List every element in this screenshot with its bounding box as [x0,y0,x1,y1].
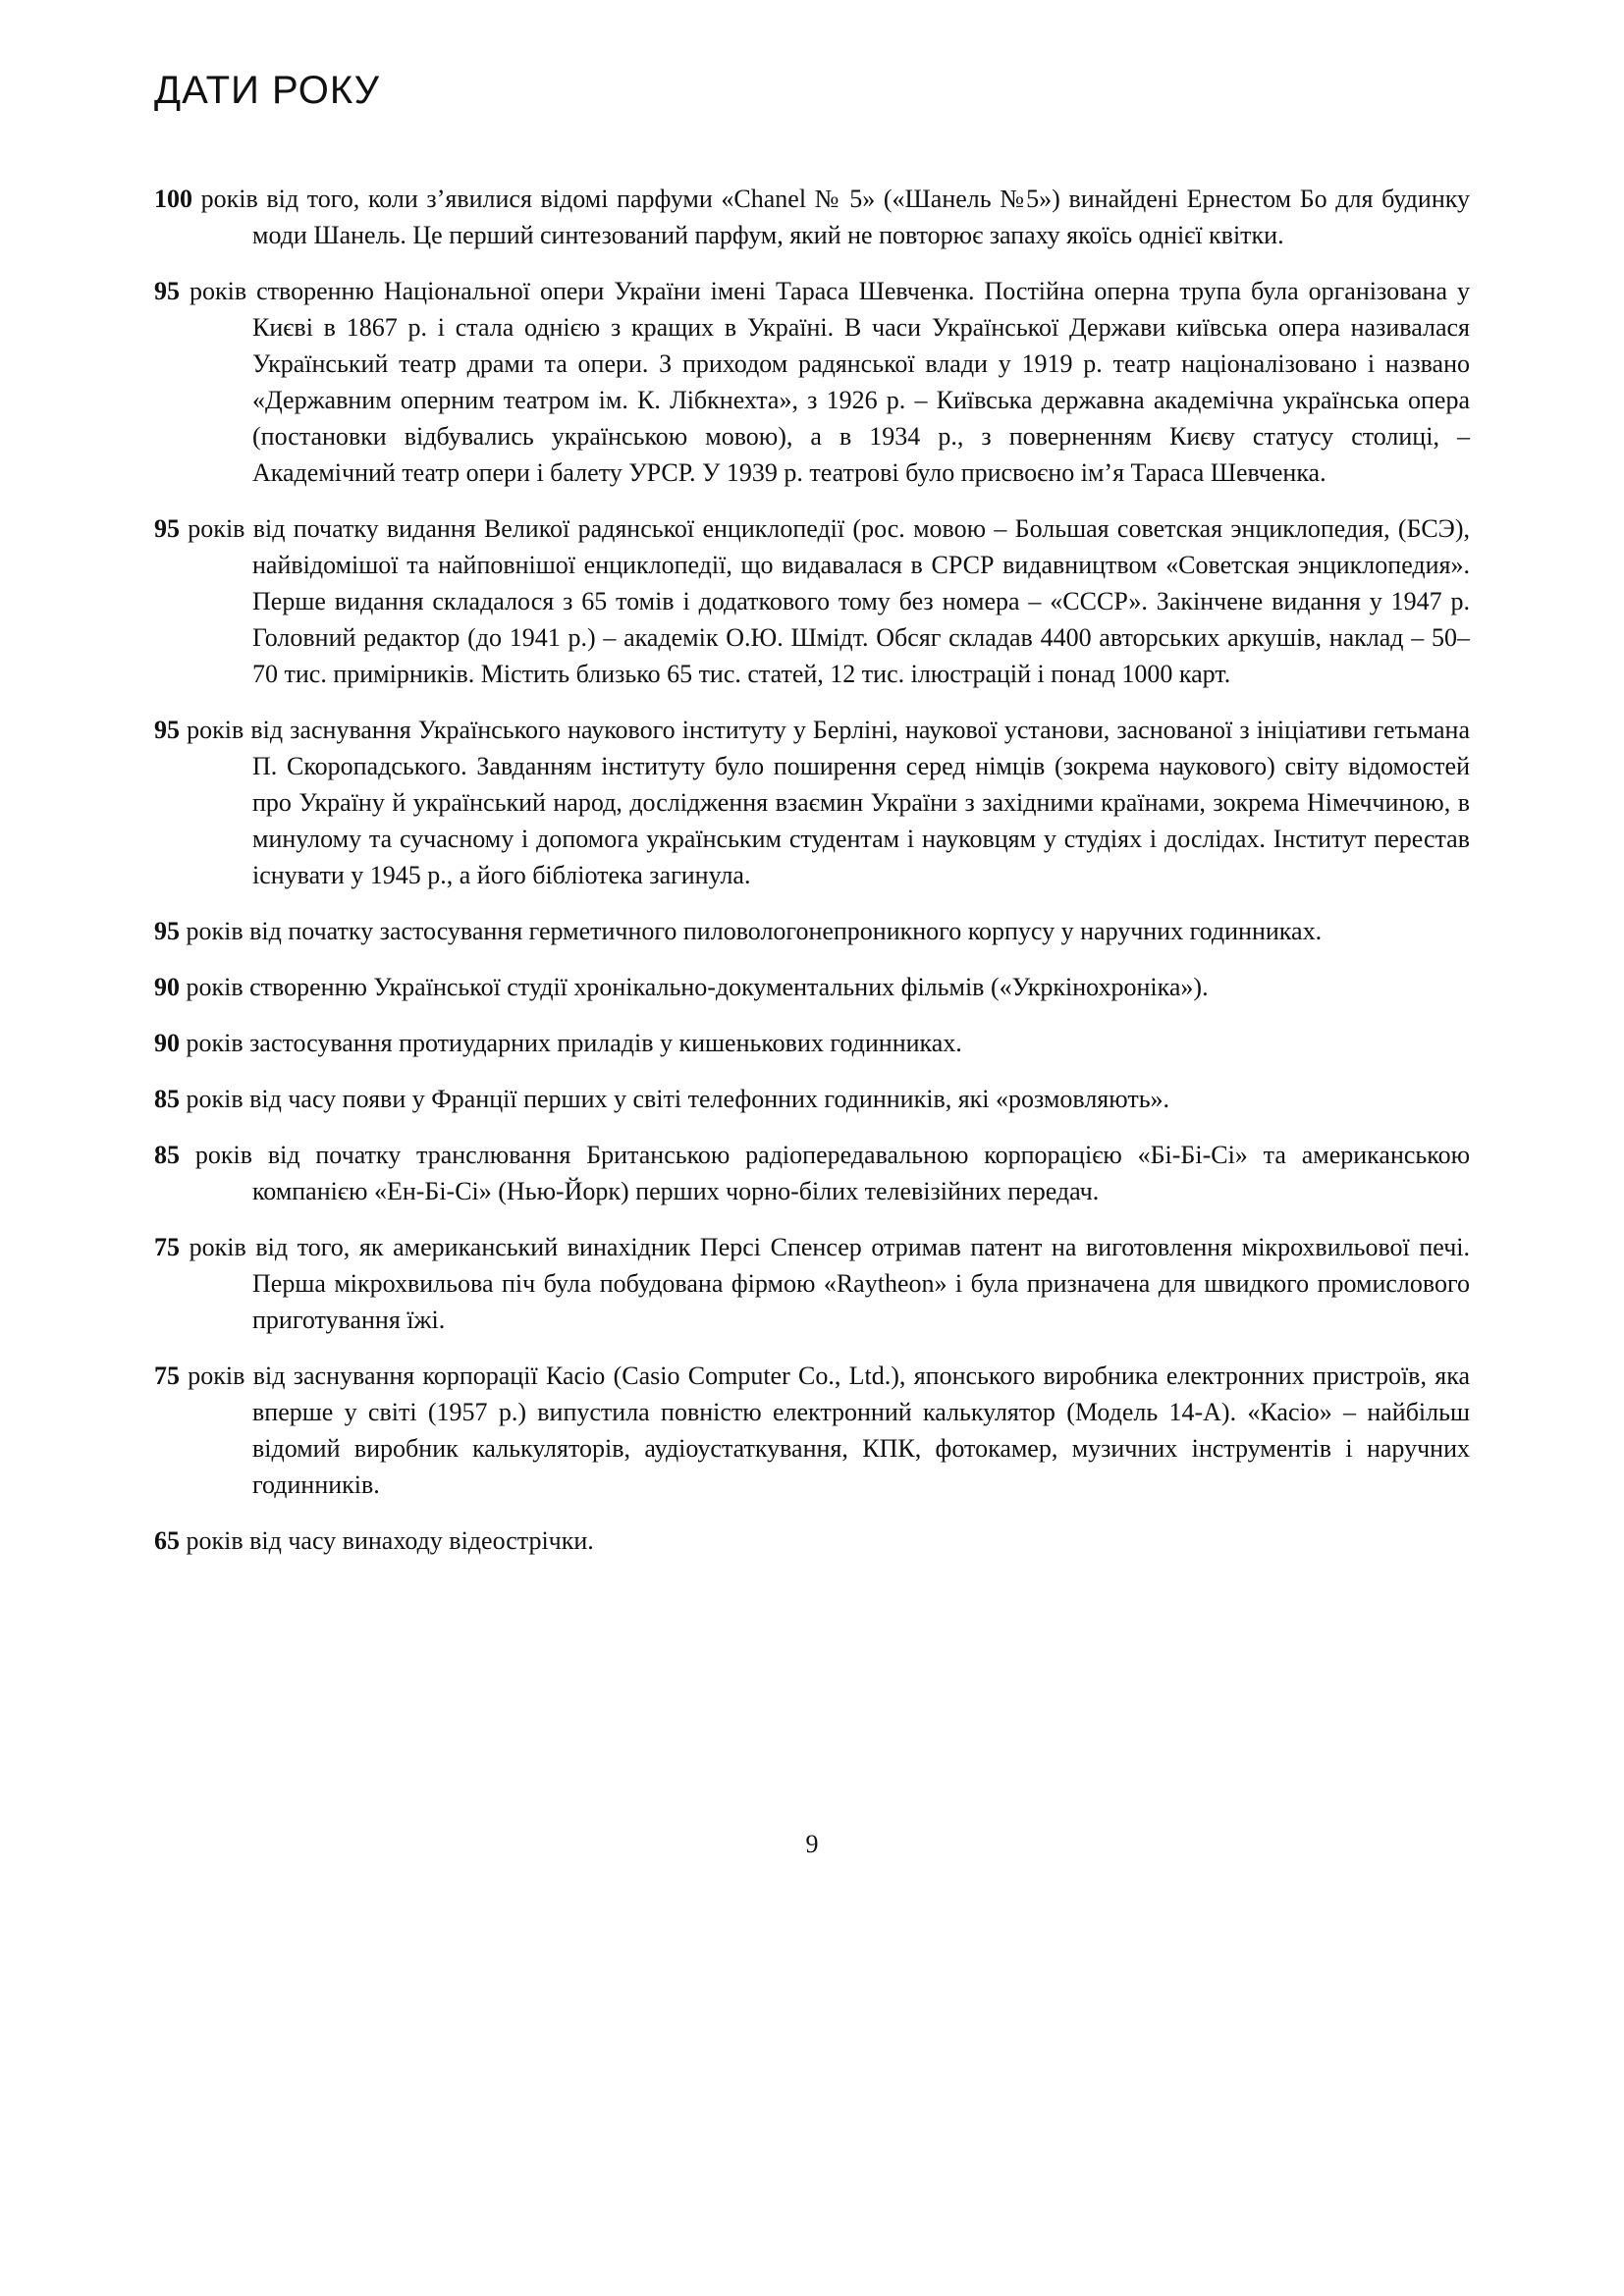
entry-text: років застосування протиударних приладів у кишенькових годинниках. [180,1029,962,1057]
entry-years: 100 [154,185,192,213]
anniversary-entry [154,510,1470,692]
page-number: 9 [805,1830,819,1858]
entry-years: 95 [154,277,180,305]
entry-text: років від того, коли з’явилися відомі парфуми «Chanel № 5» («Шанель №5») винайдені Ернестом Бо для будинку моди Шанель. Це перший синтезований парфум, який не повторює запаху якоїсь однієї квітки. [192,185,1470,249]
entry-years: 90 [154,1029,180,1057]
entry-years: 75 [154,1233,180,1261]
anniversary-entry [154,1522,1470,1559]
entry-years: 95 [154,716,180,744]
anniversary-entry [154,1229,1470,1338]
entry-text: років від того, як американський винахідник Персі Спенсер отримав патент на виготовлення мікрохвильової печі. Перша мікрохвильова піч була побудована фірмою «Raytheon» і була призначена для швидкого промислового приготування їжі. [180,1233,1470,1334]
entry-years: 65 [154,1526,180,1555]
anniversary-entry [154,712,1470,893]
entry-years: 85 [154,1141,180,1169]
entry-text: років від початку видання Великої радянської енциклопедії (рос. мовою – Большая советская энциклопедия, (БСЭ), найвідомішої та найповнішої енциклопедії, що видавалася в СРСР видавництвом «Советская энциклопедия». Перше видання складалося з 65 томів і додаткового тому без номера – «СССР». Закінчене видання у 1947 р. Головний редактор (до 1941 р.) – академік О.Ю. Шмідт. Обсяг складав 4400 авторських аркушів, наклад – 50–70 тис. примірників. Містить близько 65 тис. статей, 12 тис. ілюстрацій і понад 1000 карт. [180,514,1470,688]
anniversary-entry [154,181,1470,253]
anniversary-entry [154,969,1470,1005]
entry-text: років створенню Національної опери України імені Тараса Шевченка. Постійна оперна трупа була організована у Києві в 1867 р. і стала однією з кращих в Україні. В часи Української Держави київська опера називалася Український театр драми та опери. З приходом радянської влади у 1919 р. театр націоналізовано і названо «Державним оперним театром ім. К. Лібкнехта», з 1926 р. – Київська державна академічна українська опера (постановки відбувались українською мовою), а в 1934 р., з поверненням Києву статусу столиці, – Академічний театр опери і балету УРСР. У 1939 р. театрові було присвоєно ім’я Тараса Шевченка. [180,277,1470,487]
anniversary-entry [154,1137,1470,1209]
entry-years: 95 [154,917,180,945]
entry-years: 90 [154,973,180,1001]
anniversary-entry [154,913,1470,949]
entry-years: 95 [154,514,180,543]
entry-text: років від заснування корпорації Касіо (Casio Computer Co., Ltd.), японського виробника електронних пристроїв, яка вперше у світі (1957 р.) випустила повністю електронний калькулятор (Модель 14-А). «Касіо» – найбільш відомий виробник калькуляторів, аудіоустаткування, КПК, фотокамер, музичних інструментів і наручних годинників. [180,1362,1470,1499]
entry-years: 85 [154,1085,180,1113]
page-heading: ДАТИ РОКУ [154,69,381,112]
anniversary-entry [154,1081,1470,1117]
entry-years: 75 [154,1362,180,1390]
anniversary-entry [154,273,1470,491]
entry-text: років від початку транслювання Британською радіопередавальною корпорацією «Бі-Бі-Сі» та американською компанією «Ен-Бі-Сі» (Нью-Йорк) перших чорно-білих телевізійних передач. [180,1141,1470,1205]
entry-text: років від часу винаходу відеострічки. [180,1526,594,1555]
entry-text: років від початку застосування герметичного пиловологонепроникного корпусу у наручних годинниках. [180,917,1323,945]
entry-text: років від заснування Українського наукового інституту у Берліні, наукової установи, заснованої з ініціативи гетьмана П. Скоропадського. Завданням інституту було поширення серед німців (зокрема наукового) світу відомостей про Україну й український народ, дослідження взаємин України з західними країнами, зокрема Німеччиною, в минулому та сучасному і допомога українським студентам і науковцям у студіях і дослідах. Інститут перестав існувати у 1945 р., а його бібліотека загинула. [180,716,1470,889]
anniversary-entry [154,1358,1470,1503]
entry-text: років від часу появи у Франції перших у світі телефонних годинників, які «розмовляють». [180,1085,1170,1113]
anniversary-list [154,181,1470,1578]
anniversary-entry [154,1025,1470,1061]
entry-text: років створенню Української студії хронікально-документальних фільмів («Укркінохроніка»). [180,973,1209,1001]
